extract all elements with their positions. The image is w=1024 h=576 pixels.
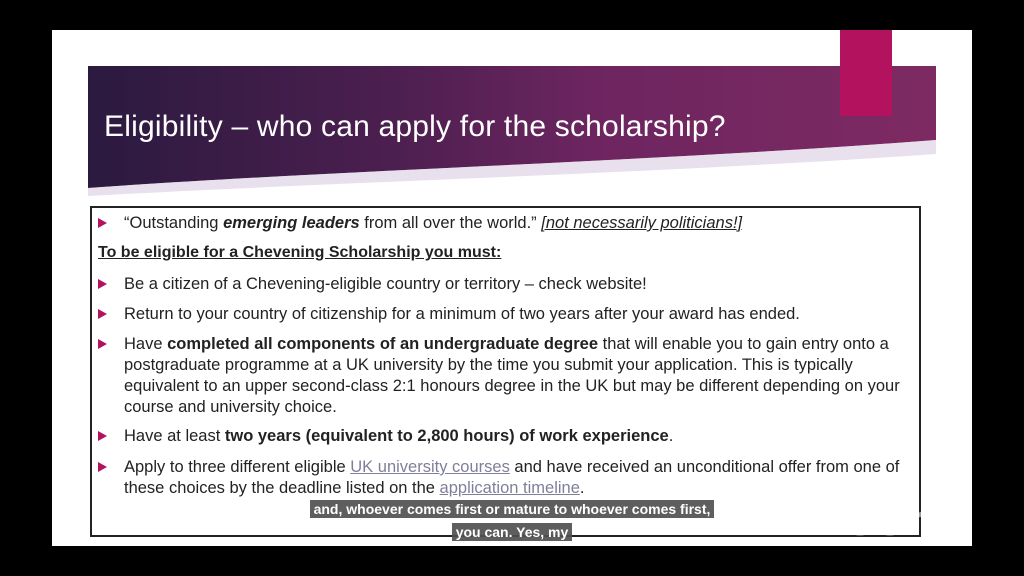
eligibility-heading: To be eligible for a Chevening Scholarship you must: (98, 244, 502, 261)
bullet-arrow-icon (98, 339, 107, 349)
bullet-arrow-icon (98, 309, 107, 319)
slide-title: Eligibility – who can apply for the scholarship? (104, 110, 726, 143)
uk-university-courses-link[interactable]: UK university courses (350, 458, 510, 476)
right-black-bar (972, 0, 1024, 576)
degree-text: Have completed all components of an undergraduate degree that will enable you to gain entry onto a postgraduate programme at a UK university by the time you submit your application. This is typically equivalent to an upper second-class 2:1 honours degree in the UK but may be different depending on your course and university choice. (124, 335, 900, 416)
work-text: Have at least two years (equivalent to 2,800 hours) of work experience. (124, 427, 674, 445)
top-black-bar (0, 0, 1024, 30)
bullet-arrow-icon (98, 279, 107, 289)
zoom-watermark: zoom (820, 496, 950, 545)
banner-wave-decoration (88, 140, 936, 200)
bullet-arrow-icon (98, 462, 107, 472)
intro-text: “Outstanding emerging leaders from all over the world.” [not necessarily politicians!] (124, 214, 743, 232)
shared-slide (52, 30, 972, 546)
caption-line-1: and, whoever comes first or mature to whoever comes first, (310, 500, 715, 518)
accent-bar (840, 30, 892, 116)
application-timeline-link[interactable]: application timeline (439, 479, 580, 497)
bullet-arrow-icon (98, 431, 107, 441)
apply-text: Apply to three different eligible UK university courses and have received an unconditional offer from one of these choices by the deadline listed on the application timeline. (124, 458, 900, 497)
bullet-arrow-icon (98, 218, 107, 228)
left-black-bar (0, 0, 52, 576)
content-box: “Outstanding emerging leaders from all over the world.” [not necessarily politicians!] To be eligible for a Chevening Scholarship you must: Be a citizen of a Chevening-eligible country or territory – check website! Return to your country of citizenship for a minimum of two years after your award has ended. Have completed all components of an undergraduate degree that will enable you to gain entry onto a postgraduate programme at a UK university by the time you submit your application. This is typically equivalent to an upper second-class 2:1 honours degree in the UK but may be different depending on your course and university choice. Have at least two years (equivalent to 2,800 hours) of work experience. Apply to three different eligible UK university courses and have received an unconditional offer from one of these choices by the deadline listed on the application timeline. (90, 206, 921, 537)
caption-line-2: you can. Yes, my (452, 523, 573, 541)
